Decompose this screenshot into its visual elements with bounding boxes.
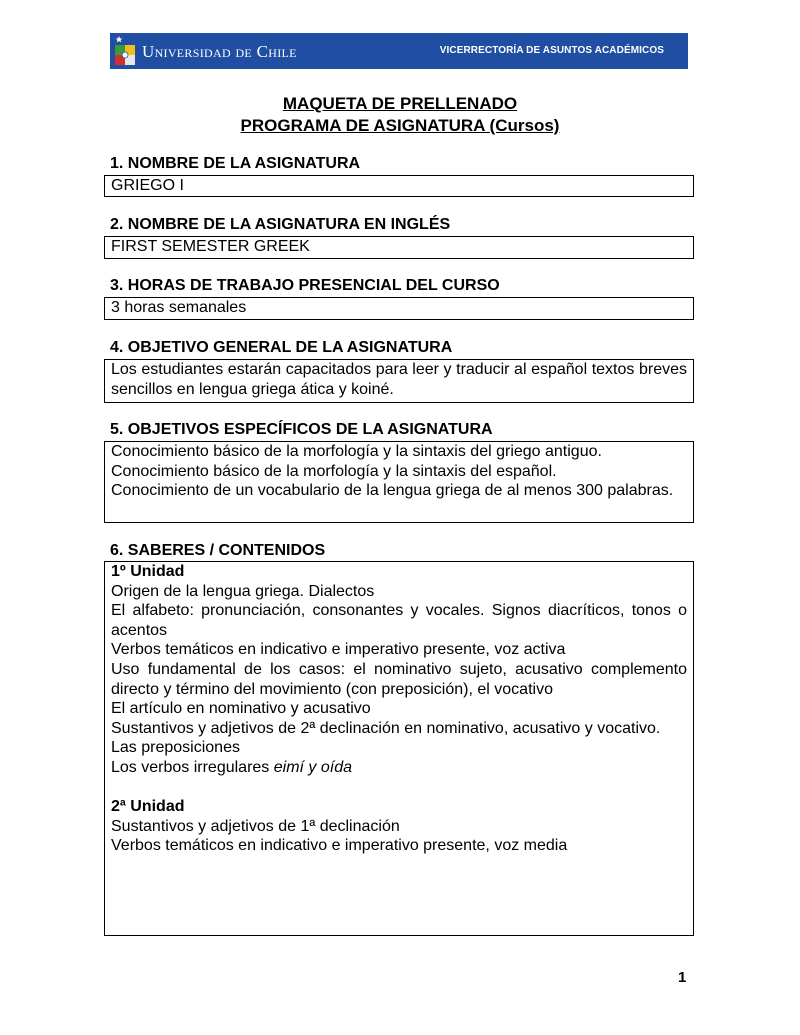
unit-1-item: Las preposiciones — [111, 739, 240, 757]
weekly-hours: 3 horas semanales — [111, 299, 247, 316]
section-2-heading: 2. NOMBRE DE LA ASIGNATURA EN INGLÉS — [110, 216, 451, 233]
unit-1-item: Sustantivos y adjetivos de 2ª declinación en nominativo, acusativo y vocativo. — [111, 719, 661, 737]
specific-objective: Conocimiento de un vocabulario de la lengua griega de al menos 300 palabras. — [111, 482, 674, 500]
university-crest-icon — [114, 35, 136, 67]
course-name-english: FIRST SEMESTER GREEK — [111, 238, 310, 255]
vicerrectoria-label: VICERRECTORÍA DE ASUNTOS ACADÉMICOS — [439, 45, 664, 56]
irregular-verbs-prefix: Los verbos irregulares — [111, 758, 274, 776]
section-4-box — [104, 359, 694, 403]
unit-1-item — [111, 758, 687, 778]
unit-1-item: Origen de la lengua griega. Dialectos — [111, 582, 375, 600]
section-6-heading: 6. SABERES / CONTENIDOS — [110, 542, 326, 559]
unit-1-title: 1º Unidad — [111, 563, 185, 580]
header-banner — [110, 33, 688, 69]
university-name: Universidad de Chile — [142, 42, 297, 61]
course-name: GRIEGO I — [111, 177, 184, 194]
unit-1-item: Verbos temáticos en indicativo e imperativo presente, voz activa — [111, 641, 566, 659]
page-number: 1 — [678, 969, 687, 986]
spacer — [111, 778, 687, 798]
unit-2-item: Sustantivos y adjetivos de 1ª declinación — [111, 817, 400, 835]
unit-2-title: 2ª Unidad — [111, 798, 185, 816]
section-5-box — [104, 441, 694, 523]
irregular-verbs-italic: eimí y oída — [273, 758, 353, 776]
section-3-box — [104, 297, 694, 320]
document-title-line1: MAQUETA DE PRELLENADO — [282, 94, 518, 113]
section-6-box — [104, 561, 694, 936]
specific-objective: Conocimiento básico de la morfología y la sintaxis del griego antiguo. — [111, 443, 602, 460]
unit-1-item: El alfabeto: pronunciación, consonantes y vocales. Signos diacríticos, tonos o acentos — [111, 602, 687, 639]
section-5-heading: 5. OBJETIVOS ESPECÍFICOS DE LA ASIGNATURA — [110, 421, 493, 438]
section-2-box — [104, 236, 694, 259]
section-1-box — [104, 175, 694, 197]
unit-1-item: Uso fundamental de los casos: el nominativo sujeto, acusativo complemento directo y término del movimiento (con preposición), el vocativo — [111, 660, 687, 698]
specific-objective: Conocimiento básico de la morfología y la sintaxis del español. — [111, 462, 557, 480]
section-4-heading: 4. OBJETIVO GENERAL DE LA ASIGNATURA — [110, 339, 453, 356]
unit-1-item: El artículo en nominativo y acusativo — [111, 700, 371, 718]
unit-2-item: Verbos temáticos en indicativo e imperativo presente, voz media — [111, 837, 568, 855]
section-1-heading: 1. NOMBRE DE LA ASIGNATURA — [110, 155, 361, 172]
general-objective: Los estudiantes estarán capacitados para leer y traducir al español textos breves sencillos en lengua griega ática y koiné. — [111, 361, 687, 398]
section-3-heading: 3. HORAS DE TRABAJO PRESENCIAL DEL CURSO — [110, 277, 500, 294]
document-title-line2: PROGRAMA DE ASIGNATURA (Cursos) — [240, 116, 560, 135]
